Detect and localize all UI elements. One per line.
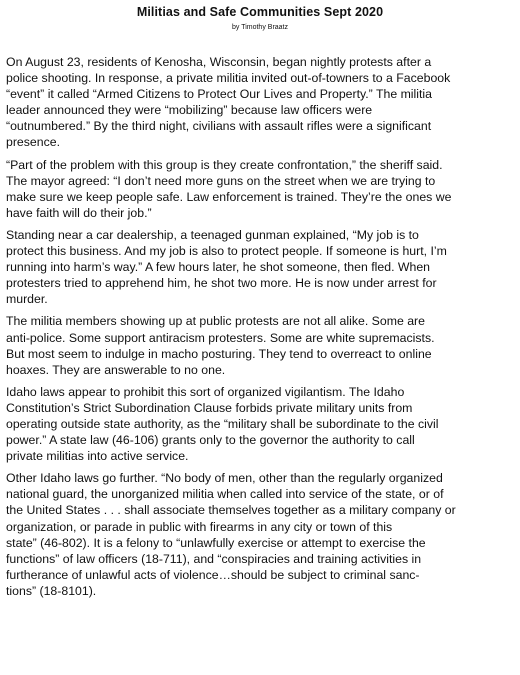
document-body xyxy=(6,54,514,599)
paragraph: The militia members showing up at public protests are not all alike. Some are anti-police. Some support antiracism protesters. Some are white supremacists. But most seem to indulge in macho posturing. They tend to overreact to online hoaxes. They are answerable to no one. xyxy=(6,314,435,377)
document-byline: by Timothy Braatz xyxy=(231,24,289,31)
paragraph: “Part of the problem with this group is they create confrontation,” the sheriff said. The mayor agreed: “I don’t need more guns on the street when we are trying to make sure we keep people safe. Law enforcement is trained. They’re the ones we have faith will do their job.” xyxy=(6,157,452,220)
paragraph: Other Idaho laws go further. “No body of men, other than the regularly organized national guard, the unorganized militia when called into service of the state, or of the United States . . . shall associate themselves together as a military company or organization, or parade in public with firearms in any city or town of this state” (46-802). It is a felony to “unlawfully exercise or attempt to exercise the functions” of law officers (18-711), and “conspiracies and training activities in furtherance of unlawful acts of violence…should be subject to criminal sanc- tions” (18-8101). xyxy=(6,471,456,598)
document-title: Militias and Safe Communities Sept 2020 xyxy=(136,5,384,19)
paragraph: On August 23, residents of Kenosha, Wisconsin, began nightly protests after a police shooting. In response, a private militia invited out-of-towners to a Facebook “event” it called “Armed Citizens to Protect Our Lives and Property.” The militia leader announced they were “mobilizing” because law officers were “outnumbered.” By the third night, civilians with assault rifles were a significant presence. xyxy=(6,55,451,150)
paragraph: Idaho laws appear to prohibit this sort of organized vigilantism. The Idaho Constitution’s Strict Subordination Clause forbids private military units from operating outside state authority, as the “military shall be subordinate to the civil power.” A state law (46-106) grants only to the governor the authority to call private militias into active service. xyxy=(6,384,439,464)
paragraph: Standing near a car dealership, a teenaged gunman explained, “My job is to protect this business. And my job is also to protect people. If someone is hurt, I’m running into harm’s way.” A few hours later, he shot someone, then fled. When protesters tried to apprehend him, he shot two more. He is now under arrest for murder. xyxy=(6,227,447,307)
